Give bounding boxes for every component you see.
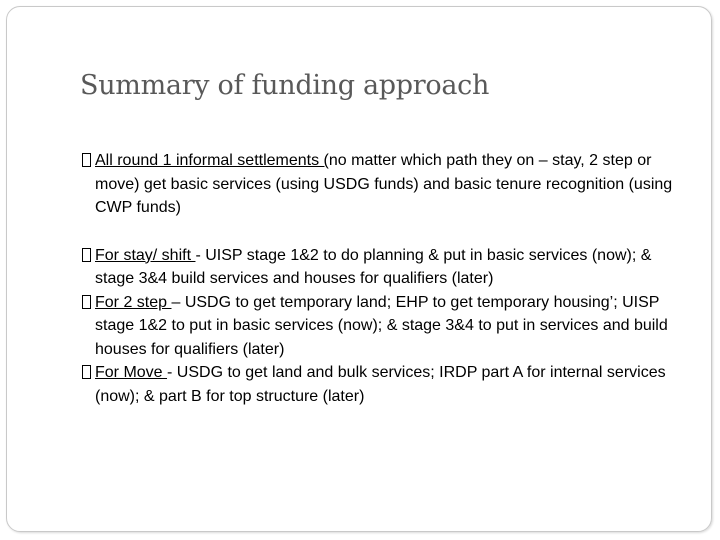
bullet-lead: For 2 step <box>95 293 172 311</box>
bullet-lead: For stay/ shift <box>95 246 196 264</box>
bullet-box-icon <box>82 153 91 167</box>
bullet-box-icon <box>82 295 91 309</box>
bullet-box-icon <box>82 365 91 379</box>
slide-title: Summary of funding approach <box>80 70 490 101</box>
bullet-text: - UISP stage 1&2 to do planning & put in basic services (now); & stage 3&4 build services and houses for qualifiers (later) <box>95 246 652 287</box>
bullet-text: – USDG to get temporary land; EHP to get temporary housing’; UISP stage 1&2 to put in basic services (now); & stage 3&4 to put in services and build houses for qualifiers (later) <box>95 293 668 358</box>
bullet-move <box>82 361 682 408</box>
bullet-lead: All round 1 informal settlements ( <box>95 152 329 169</box>
bullet-text: no matter which path they on – stay, 2 step or move) get basic services (using USDG funds) and basic tenure recognition (using CWP funds) <box>95 152 673 216</box>
slide-content <box>82 149 682 408</box>
bullet-2-step <box>82 291 682 362</box>
bullet-stay-shift <box>82 244 682 291</box>
bullet-text: - USDG to get land and bulk services; IRDP part A for internal services (now); & part B for top structure (later) <box>95 364 666 405</box>
bullet-box-icon <box>82 248 91 262</box>
bullet-round-1 <box>82 149 682 220</box>
bullet-lead: For Move <box>95 364 168 381</box>
